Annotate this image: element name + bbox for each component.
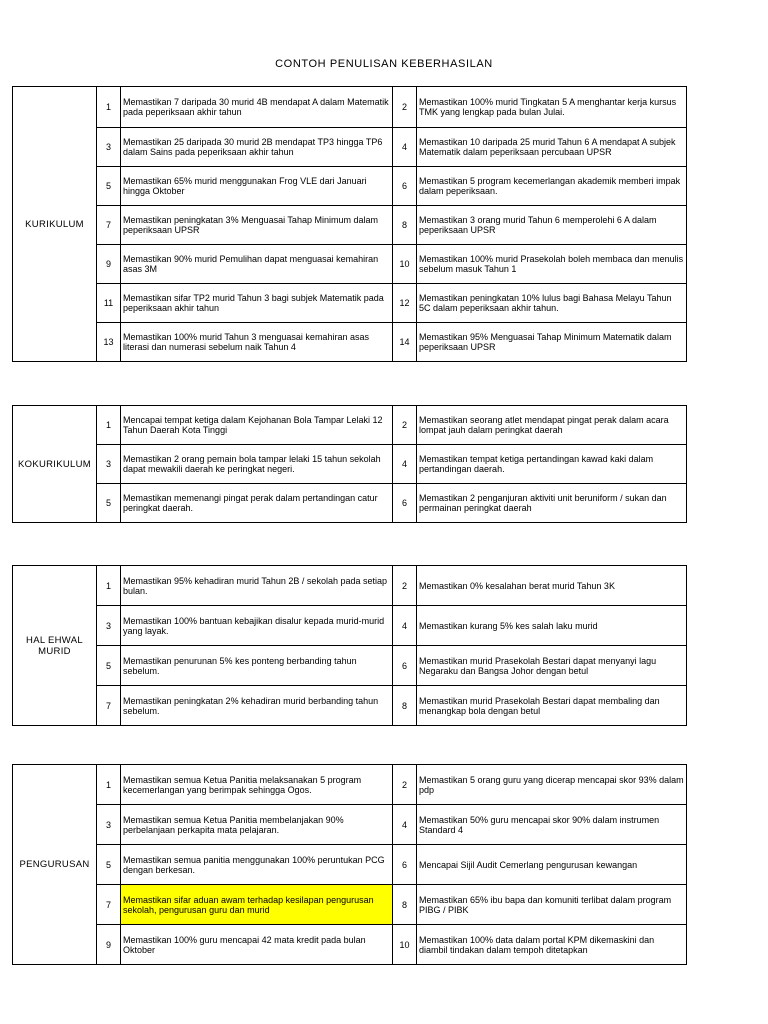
table-row: [13, 606, 687, 646]
item-number: 6: [393, 646, 417, 686]
item-number: 2: [393, 406, 417, 445]
item-number: 1: [97, 765, 121, 805]
item-number: 10: [393, 245, 417, 284]
category-label: HAL EHWAL MURID: [13, 566, 97, 726]
table-row: [13, 566, 687, 606]
table-row: [13, 765, 687, 805]
table-row: [13, 686, 687, 726]
table-row: [13, 805, 687, 845]
item-number: 3: [97, 128, 121, 167]
item-number: 8: [393, 686, 417, 726]
item-number: 2: [393, 765, 417, 805]
item-text: Memastikan 100% murid Tahun 3 menguasai kemahiran asas literasi dan numerasi sebelum naik Tahun 4: [121, 323, 393, 362]
table-row: [13, 206, 687, 245]
item-number: 5: [97, 167, 121, 206]
item-number: 4: [393, 606, 417, 646]
item-number: 11: [97, 284, 121, 323]
table-row: [13, 167, 687, 206]
section-table-kurikulum: [12, 86, 687, 362]
table-row: [13, 323, 687, 362]
item-number: 5: [97, 484, 121, 523]
item-number: 8: [393, 885, 417, 925]
item-number: 2: [393, 87, 417, 128]
item-text: Memastikan 5 program kecemerlangan akademik memberi impak dalam peperiksaan.: [417, 167, 687, 206]
item-text: Memastikan 25 daripada 30 murid 2B mendapat TP3 hingga TP6 dalam Sains pada peperiksaan akhir tahun: [121, 128, 393, 167]
item-number: 4: [393, 805, 417, 845]
item-number: 12: [393, 284, 417, 323]
table-row: [13, 925, 687, 965]
item-text: Memastikan murid Prasekolah Bestari dapat menyanyi lagu Negaraku dan Bangsa Johor dengan betul: [417, 646, 687, 686]
item-number: 7: [97, 206, 121, 245]
item-text: Memastikan sifar TP2 murid Tahun 3 bagi subjek Matematik pada peperiksaan akhir tahun: [121, 284, 393, 323]
item-text: Memastikan 7 daripada 30 murid 4B mendapat A dalam Matematik pada peperiksaan akhir tahun: [121, 87, 393, 128]
item-text: Mencapai tempat ketiga dalam Kejohanan Bola Tampar Lelaki 12 Tahun Daerah Kota Tinggi: [121, 406, 393, 445]
table-row: [13, 484, 687, 523]
item-number: 5: [97, 646, 121, 686]
item-number: 8: [393, 206, 417, 245]
item-text: Memastikan peningkatan 10% lulus bagi Bahasa Melayu Tahun 5C dalam peperiksaan akhir tahun.: [417, 284, 687, 323]
item-number: 7: [97, 885, 121, 925]
item-text: Memastikan sifar aduan awam terhadap kesilapan pengurusan sekolah, pengurusan guru dan murid: [121, 885, 393, 925]
item-text: Memastikan semua Ketua Panitia membelanjakan 90% perbelanjaan perkapita mata pelajaran.: [121, 805, 393, 845]
item-text: Memastikan murid Prasekolah Bestari dapat membaling dan menangkap bola dengan betul: [417, 686, 687, 726]
section-table-pengurusan: [12, 764, 687, 965]
category-label: KOKURIKULUM: [13, 406, 97, 523]
category-label: KURIKULUM: [13, 87, 97, 362]
item-text: Memastikan 100% murid Tingkatan 5 A menghantar kerja kursus TMK yang lengkap pada bulan Julai.: [417, 87, 687, 128]
item-text: Memastikan 5 orang guru yang dicerap mencapai skor 93% dalam pdp: [417, 765, 687, 805]
item-number: 14: [393, 323, 417, 362]
item-number: 3: [97, 445, 121, 484]
item-number: 13: [97, 323, 121, 362]
item-text: Memastikan 95% kehadiran murid Tahun 2B / sekolah pada setiap bulan.: [121, 566, 393, 606]
item-number: 9: [97, 925, 121, 965]
item-text: Memastikan 95% Menguasai Tahap Minimum Matematik dalam peperiksaan UPSR: [417, 323, 687, 362]
item-text: Memastikan 0% kesalahan berat murid Tahun 3K: [417, 566, 687, 606]
item-number: 1: [97, 406, 121, 445]
item-text: Memastikan 10 daripada 25 murid Tahun 6 A mendapat A subjek Matematik dalam peperiksaan percubaan UPSR: [417, 128, 687, 167]
table-row: [13, 406, 687, 445]
item-text: Memastikan peningkatan 3% Menguasai Tahap Minimum dalam peperiksaan UPSR: [121, 206, 393, 245]
table-row: [13, 87, 687, 128]
item-text: Memastikan 3 orang murid Tahun 6 memperolehi 6 A dalam peperiksaan UPSR: [417, 206, 687, 245]
item-text: Memastikan 100% guru mencapai 42 mata kredit pada bulan Oktober: [121, 925, 393, 965]
document-title: CONTOH PENULISAN KEBERHASILAN: [275, 58, 493, 70]
item-number: 5: [97, 845, 121, 885]
item-number: 3: [97, 606, 121, 646]
item-text: Memastikan penurunan 5% kes ponteng berbanding tahun sebelum.: [121, 646, 393, 686]
item-text: Memastikan 2 penganjuran aktiviti unit beruniform / sukan dan permainan peringkat daerah: [417, 484, 687, 523]
item-text: Memastikan seorang atlet mendapat pingat perak dalam acara lompat jauh dalam peringkat daerah: [417, 406, 687, 445]
table-row: [13, 128, 687, 167]
item-text: Memastikan 100% data dalam portal KPM dikemaskini dan diambil tindakan dalam tempoh ditetapkan: [417, 925, 687, 965]
item-text: Memastikan memenangi pingat perak dalam pertandingan catur peringkat daerah.: [121, 484, 393, 523]
table-row: [13, 445, 687, 484]
item-number: 6: [393, 845, 417, 885]
item-text: Memastikan 90% murid Pemulihan dapat menguasai kemahiran asas 3M: [121, 245, 393, 284]
section-table-kokurikulum: [12, 405, 687, 523]
item-text: Mencapai Sijil Audit Cemerlang pengurusan kewangan: [417, 845, 687, 885]
item-text: Memastikan peningkatan 2% kehadiran murid berbanding tahun sebelum.: [121, 686, 393, 726]
category-label: PENGURUSAN: [13, 765, 97, 965]
item-text: Memastikan 65% murid menggunakan Frog VLE dari Januari hingga Oktober: [121, 167, 393, 206]
item-number: 6: [393, 484, 417, 523]
item-text: Memastikan 65% ibu bapa dan komuniti terlibat dalam program PIBG / PIBK: [417, 885, 687, 925]
item-text: Memastikan semua Ketua Panitia melaksanakan 5 program kecemerlangan yang berimpak sehingga Ogos.: [121, 765, 393, 805]
item-number: 3: [97, 805, 121, 845]
item-text: Memastikan tempat ketiga pertandingan kawad kaki dalam pertandingan daerah.: [417, 445, 687, 484]
table-row: [13, 845, 687, 885]
item-number: 4: [393, 445, 417, 484]
table-row: [13, 284, 687, 323]
item-number: 4: [393, 128, 417, 167]
table-row: [13, 885, 687, 925]
item-number: 1: [97, 87, 121, 128]
item-number: 6: [393, 167, 417, 206]
item-number: 7: [97, 686, 121, 726]
section-table-hal-ehwal-murid: [12, 565, 687, 726]
item-text: Memastikan 100% bantuan kebajikan disalur kepada murid-murid yang layak.: [121, 606, 393, 646]
item-text: Memastikan 100% murid Prasekolah boleh membaca dan menulis sebelum masuk Tahun 1: [417, 245, 687, 284]
item-number: 9: [97, 245, 121, 284]
item-number: 2: [393, 566, 417, 606]
item-text: Memastikan 2 orang pemain bola tampar lelaki 15 tahun sekolah dapat mewakili daerah ke peringkat negeri.: [121, 445, 393, 484]
item-text: Memastikan 50% guru mencapai skor 90% dalam instrumen Standard 4: [417, 805, 687, 845]
table-row: [13, 245, 687, 284]
item-text: Memastikan kurang 5% kes salah laku murid: [417, 606, 687, 646]
table-row: [13, 646, 687, 686]
item-number: 10: [393, 925, 417, 965]
item-number: 1: [97, 566, 121, 606]
item-text: Memastikan semua panitia menggunakan 100% peruntukan PCG dengan berkesan.: [121, 845, 393, 885]
